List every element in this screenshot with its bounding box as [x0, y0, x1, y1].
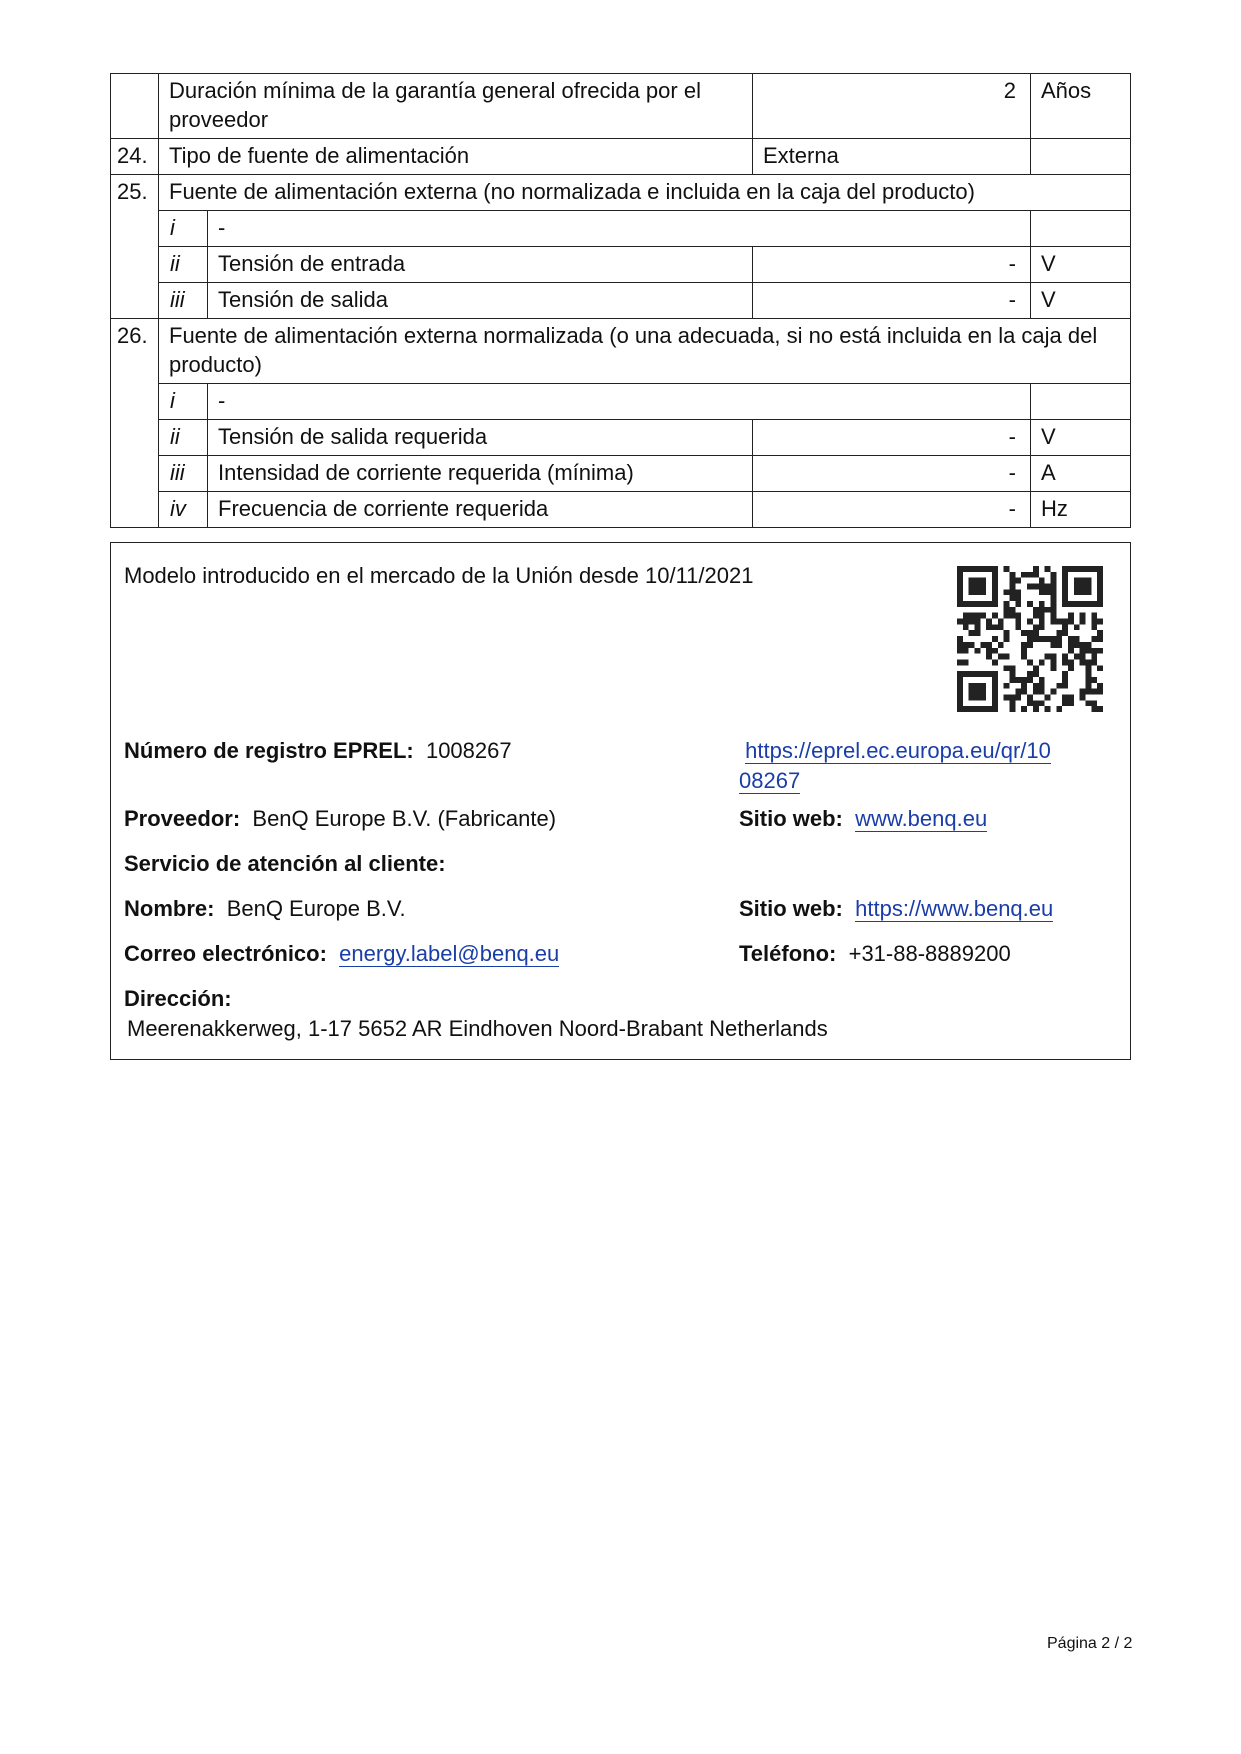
- row-value: 2: [753, 74, 1031, 139]
- row-number: 26.: [111, 319, 159, 384]
- row-number: 24.: [111, 139, 159, 175]
- table-subrow: [111, 420, 1131, 456]
- row-unit: [1031, 139, 1131, 175]
- table-subrow: [111, 456, 1131, 492]
- qr-code-image[interactable]: [957, 566, 1103, 712]
- supplier-value: BenQ Europe B.V. (Fabricante): [252, 806, 557, 831]
- phone-value: +31-88-8889200: [848, 941, 1011, 966]
- cs-website-row: [739, 894, 1053, 924]
- phone-row: [739, 939, 1011, 969]
- row-number-cell: [111, 74, 159, 139]
- eprel-link[interactable]: https://eprel.ec.europa.eu/qr/10: [745, 738, 1051, 763]
- subrow-id: iii: [159, 283, 208, 319]
- row-value: Externa: [753, 139, 1031, 175]
- subrow-id: iv: [159, 492, 208, 528]
- phone-label: Teléfono:: [739, 941, 837, 966]
- subrow-value: -: [753, 492, 1031, 528]
- row-number: 25.: [111, 175, 159, 211]
- table-subrow: [111, 211, 1131, 247]
- name-label: Nombre:: [124, 896, 215, 921]
- eprel-row: [124, 736, 512, 766]
- address-label: Dirección:: [124, 986, 232, 1011]
- specification-table: [110, 73, 1131, 528]
- supplier-website-row: [739, 804, 987, 834]
- table-row-24: [111, 139, 1131, 175]
- table-subrow: [111, 384, 1131, 420]
- row-unit: Años: [1031, 74, 1131, 139]
- subrow-label: -: [208, 211, 1031, 247]
- subrow-id: iii: [159, 456, 208, 492]
- row-label: Duración mínima de la garantía general ofrecida por el proveedor: [159, 74, 753, 139]
- page-number: Página 2 / 2: [1047, 1635, 1133, 1652]
- subrow-id: i: [159, 211, 208, 247]
- name-value: BenQ Europe B.V.: [226, 896, 406, 921]
- subrow-id: ii: [159, 247, 208, 283]
- customer-service-heading: Servicio de atención al cliente:: [124, 851, 446, 876]
- table-subrow: [111, 283, 1131, 319]
- subrow-id: i: [159, 384, 208, 420]
- eprel-value: 1008267: [425, 738, 512, 763]
- name-row: [124, 894, 406, 924]
- supplier-row: [124, 804, 556, 834]
- subrow-label: Tensión de salida requerida: [208, 420, 753, 456]
- address-value: Meerenakkerweg, 1-17 5652 AR Eindhoven Noord-Brabant Netherlands: [127, 1016, 828, 1041]
- subrow-value: -: [753, 283, 1031, 319]
- cs-website-link[interactable]: https://www.benq.eu: [855, 896, 1054, 921]
- table-subrow: [111, 492, 1131, 528]
- subrow-unit: V: [1031, 247, 1131, 283]
- subrow-label: Frecuencia de corriente requerida: [208, 492, 753, 528]
- subrow-label: Tensión de salida: [208, 283, 753, 319]
- table-row-warranty: [111, 74, 1131, 139]
- eprel-link-continuation[interactable]: 08267: [739, 768, 801, 793]
- subrow-label: -: [208, 384, 1031, 420]
- subrow-label: Tensión de entrada: [208, 247, 753, 283]
- eprel-link-block: [739, 736, 1051, 796]
- subrow-label: Intensidad de corriente requerida (mínima): [208, 456, 753, 492]
- supplier-website-link[interactable]: www.benq.eu: [855, 806, 988, 831]
- email-link[interactable]: energy.label@benq.eu: [339, 941, 560, 966]
- website-label: Sitio web:: [739, 896, 843, 921]
- table-row-25: [111, 175, 1131, 211]
- subrow-unit: V: [1031, 420, 1131, 456]
- subrow-value: -: [753, 456, 1031, 492]
- table-subrow: [111, 247, 1131, 283]
- subrow-unit: A: [1031, 456, 1131, 492]
- subrow-unit: Hz: [1031, 492, 1131, 528]
- email-row: [124, 939, 559, 969]
- email-label: Correo electrónico:: [124, 941, 327, 966]
- eprel-label: Número de registro EPREL:: [124, 738, 414, 763]
- table-row-26: [111, 319, 1131, 384]
- row-label: Fuente de alimentación externa (no normalizada e incluida en la caja del producto): [159, 175, 1131, 211]
- subrow-id: ii: [159, 420, 208, 456]
- website-label: Sitio web:: [739, 806, 843, 831]
- subrow-value: -: [753, 420, 1031, 456]
- market-date-text: Modelo introducido en el mercado de la Unión desde 10/11/2021: [124, 563, 754, 588]
- subrow-value: -: [753, 247, 1031, 283]
- row-label: Fuente de alimentación externa normalizada (o una adecuada, si no está incluida en la caja del producto): [159, 319, 1131, 384]
- supplier-info-box: [110, 542, 1131, 1060]
- subrow-unit: V: [1031, 283, 1131, 319]
- supplier-label: Proveedor:: [124, 806, 241, 831]
- row-label: Tipo de fuente de alimentación: [159, 139, 753, 175]
